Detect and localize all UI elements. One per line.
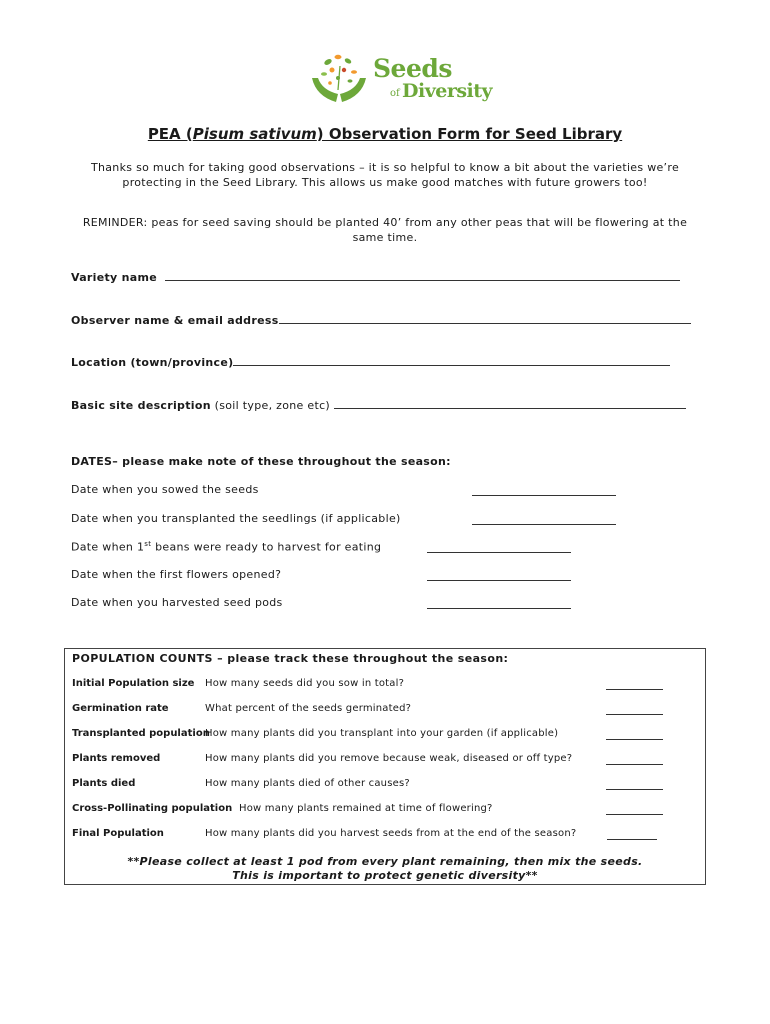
- pop-question-germination: What percent of the seeds germinated?: [205, 703, 412, 714]
- date-transplanted-label: Date when you transplanted the seedlings (if applicable): [71, 512, 401, 525]
- observer-blank[interactable]: [279, 313, 691, 324]
- site-description-label: Basic site description: [71, 399, 211, 412]
- pop-blank-died[interactable]: [606, 789, 663, 790]
- date-harvested-blank[interactable]: [427, 608, 571, 609]
- population-header: POPULATION COUNTS – please track these throughout the season:: [72, 652, 509, 665]
- pop-name-removed: Plants removed: [72, 753, 161, 764]
- pop-blank-germination[interactable]: [606, 714, 663, 715]
- pop-question-transplanted: How many plants did you transplant into your garden (if applicable): [205, 728, 559, 739]
- pop-name-final: Final Population: [72, 828, 164, 839]
- date-sowed-label: Date when you sowed the seeds: [71, 483, 259, 496]
- pop-question-initial: How many seeds did you sow in total?: [205, 678, 405, 689]
- hands-seeds-icon: [308, 48, 374, 108]
- pop-question-removed: How many plants did you remove because weak, diseased or off type?: [205, 753, 573, 764]
- date-beans-blank[interactable]: [427, 552, 571, 553]
- site-description-field[interactable]: [71, 398, 686, 412]
- observer-label: Observer name & email address: [71, 314, 279, 327]
- date-beans-label: Date when 1st beans were ready to harvest for eating: [71, 540, 382, 554]
- pop-name-initial: Initial Population size: [72, 678, 195, 689]
- logo-diversity-text: Diversity: [402, 80, 493, 102]
- site-description-note: (soil type, zone etc): [210, 399, 334, 412]
- pop-name-germination: Germination rate: [72, 703, 169, 714]
- pop-question-final: How many plants did you harvest seeds from at the end of the season?: [205, 828, 577, 839]
- variety-name-field[interactable]: [71, 270, 680, 284]
- dates-header: DATES– please make note of these throughout the season:: [71, 455, 451, 468]
- pop-blank-cross[interactable]: [606, 814, 663, 815]
- logo-of-text: of: [390, 88, 400, 99]
- footer-line-2: This is important to protect genetic diversity**: [232, 869, 538, 882]
- pop-blank-initial[interactable]: [606, 689, 663, 690]
- seeds-of-diversity-logo: [308, 48, 493, 110]
- pop-question-died: How many plants died of other causes?: [205, 778, 410, 789]
- location-field[interactable]: [71, 355, 670, 369]
- date-flowers-blank[interactable]: [427, 580, 571, 581]
- pop-blank-removed[interactable]: [606, 764, 663, 765]
- variety-name-label: Variety name: [71, 271, 158, 284]
- pop-blank-transplanted[interactable]: [606, 739, 663, 740]
- latin-name: Pisum sativum: [192, 125, 317, 143]
- variety-name-blank[interactable]: [165, 270, 680, 281]
- logo-seeds-text: Seeds: [373, 54, 452, 83]
- pop-name-died: Plants died: [72, 778, 136, 789]
- date-harvested-label: Date when you harvested seed pods: [71, 596, 283, 609]
- intro-text: Thanks so much for taking good observations – it is so helpful to know a bit about the varieties we’re protecting in the Seed Library. This allows us make good matches with future growers too!: [90, 161, 680, 189]
- footer-line-1: **Please collect at least 1 pod from every plant remaining, then mix the seeds.: [127, 855, 643, 868]
- pop-blank-final[interactable]: [607, 839, 657, 840]
- location-label: Location (town/province): [71, 356, 234, 369]
- date-flowers-label: Date when the first flowers opened?: [71, 568, 282, 581]
- observer-field[interactable]: [71, 313, 691, 327]
- page-title: PEA (Pisum sativum) Observation Form for Seed Library: [147, 125, 623, 143]
- pop-name-transplanted: Transplanted population: [72, 728, 210, 739]
- pop-question-cross: How many plants remained at time of flowering?: [239, 803, 493, 814]
- pop-name-cross: Cross-Pollinating population: [72, 803, 233, 814]
- site-description-blank[interactable]: [334, 398, 686, 409]
- location-blank[interactable]: [233, 355, 670, 366]
- date-sowed-blank[interactable]: [472, 495, 616, 496]
- date-transplanted-blank[interactable]: [472, 524, 616, 525]
- reminder-text: REMINDER: peas for seed saving should be planted 40’ from any other peas that will be flowering at the same time.: [82, 216, 688, 244]
